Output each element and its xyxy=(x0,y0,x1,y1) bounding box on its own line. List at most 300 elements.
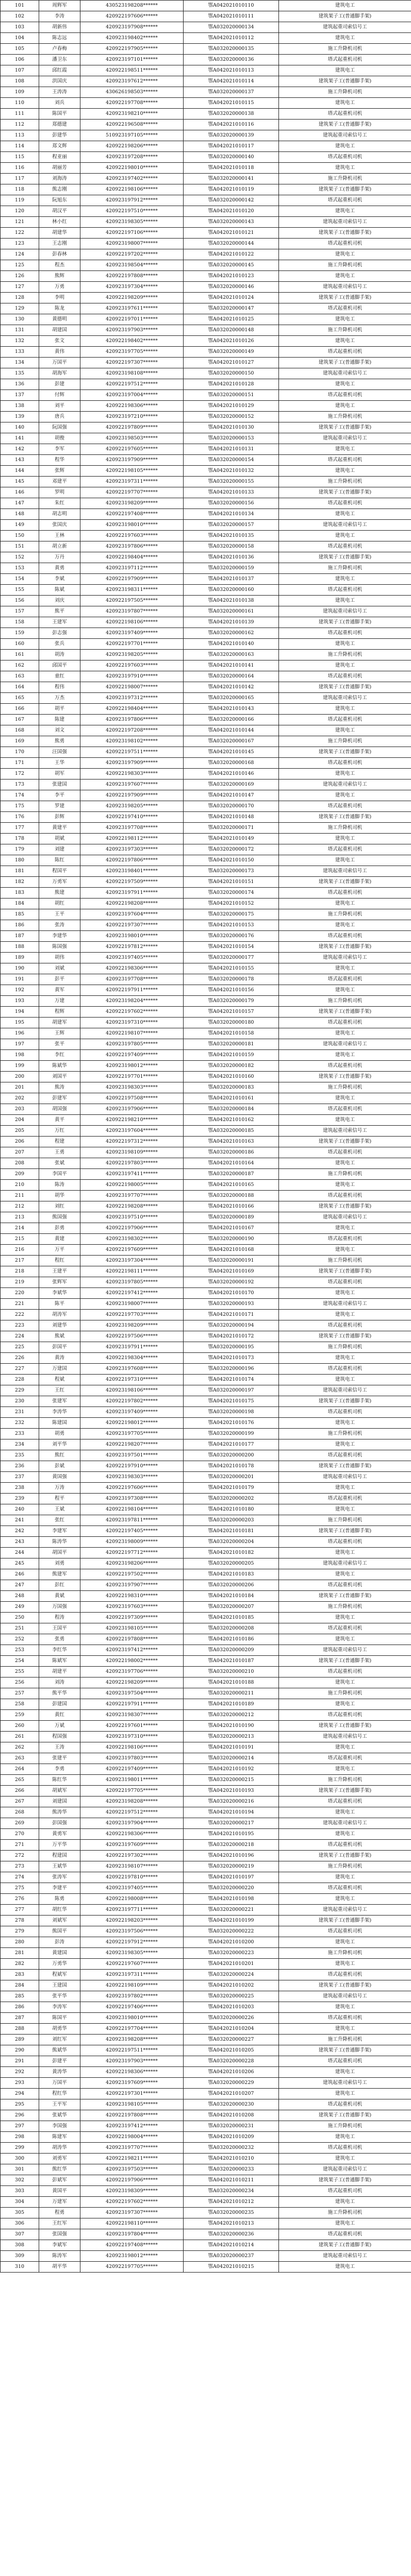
cell-index: 308 xyxy=(1,2240,39,2251)
cell-certificate-number: 鄂A042021010178 xyxy=(184,1461,279,1472)
cell-job-type: 建筑电工 xyxy=(279,2262,411,2273)
table-row xyxy=(1,1786,411,1797)
cell-index: 283 xyxy=(1,1970,39,1980)
cell-job-type: 建筑电工 xyxy=(279,1245,411,1256)
cell-id-number: 420922198104****** xyxy=(80,1504,184,1515)
cell-name: 胡斌 xyxy=(39,834,80,844)
cell-certificate-number: 鄂A032020000156 xyxy=(184,498,279,509)
cell-id-number: 420922198306****** xyxy=(80,963,184,974)
table-row xyxy=(1,206,411,217)
table-row xyxy=(1,704,411,715)
cell-job-type: 建筑起重司索信号工 xyxy=(279,1212,411,1223)
cell-certificate-number: 鄂A042021010138 xyxy=(184,596,279,606)
table-row xyxy=(1,1061,411,1072)
cell-index: 168 xyxy=(1,725,39,736)
cell-job-type: 建筑起重司索信号工 xyxy=(279,2164,411,2175)
cell-id-number: 420923197707****** xyxy=(80,1191,184,1201)
table-row xyxy=(1,65,411,76)
table-row xyxy=(1,1732,411,1742)
cell-certificate-number: 鄂A032020000146 xyxy=(184,282,279,293)
cell-name: 万斌 xyxy=(39,1721,80,1732)
cell-certificate-number: 鄂A032020000160 xyxy=(184,585,279,596)
cell-index: 155 xyxy=(1,585,39,596)
cell-name: 陈红华 xyxy=(39,1775,80,1786)
cell-name: 万国强 xyxy=(39,1602,80,1613)
cell-index: 231 xyxy=(1,1407,39,1418)
cell-certificate-number: 鄂A032020000216 xyxy=(184,1797,279,1807)
cell-name: 胡勇 xyxy=(39,1429,80,1439)
cell-id-number: 420922198005****** xyxy=(80,1180,184,1191)
cell-name: 陈国平 xyxy=(39,2013,80,2024)
cell-id-number: 420922198511****** xyxy=(80,65,184,76)
cell-certificate-number: 鄂A032020000236 xyxy=(184,2229,279,2240)
cell-certificate-number: 鄂A042021010198 xyxy=(184,1894,279,1905)
cell-job-type: 建筑电工 xyxy=(279,1959,411,1970)
table-row xyxy=(1,974,411,985)
cell-name: 胡海军 xyxy=(39,368,80,379)
cell-job-type: 建筑起重司索信号工 xyxy=(279,1991,411,2002)
cell-job-type: 施工升降机司机 xyxy=(279,2208,411,2218)
cell-id-number: 420923197506****** xyxy=(80,1926,184,1937)
cell-job-type: 建筑电工 xyxy=(279,1310,411,1320)
cell-job-type: 建筑电工 xyxy=(279,1548,411,1558)
cell-id-number: 420922197602****** xyxy=(80,2197,184,2208)
cell-index: 131 xyxy=(1,325,39,336)
cell-id-number: 420923197911****** xyxy=(80,1342,184,1353)
cell-index: 293 xyxy=(1,2078,39,2089)
cell-certificate-number: 鄂A042021010177 xyxy=(184,1439,279,1450)
cell-id-number: 420922198208****** xyxy=(80,899,184,909)
cell-job-type: 施工升降机司机 xyxy=(279,412,411,422)
cell-name: 程国平 xyxy=(39,866,80,877)
table-row xyxy=(1,617,411,628)
cell-index: 267 xyxy=(1,1797,39,1807)
table-row xyxy=(1,1656,411,1667)
cell-name: 彭国平 xyxy=(39,1342,80,1353)
cell-job-type: 建筑架子工(普通脚手架) xyxy=(279,184,411,195)
cell-certificate-number: 鄂A032020000191 xyxy=(184,1256,279,1266)
cell-index: 261 xyxy=(1,1732,39,1742)
cell-name: 刘斌军 xyxy=(39,1916,80,1926)
cell-id-number: 420923197603****** xyxy=(80,1602,184,1613)
cell-certificate-number: 鄂A032020000180 xyxy=(184,1018,279,1028)
cell-job-type: 塔式起重机司机 xyxy=(279,1883,411,1894)
cell-job-type: 建筑架子工(普通脚手架) xyxy=(279,2175,411,2186)
cell-certificate-number: 鄂A032020000199 xyxy=(184,1429,279,1439)
cell-name: 刘建华 xyxy=(39,1320,80,1331)
table-row xyxy=(1,1537,411,1548)
cell-name: 彭建军 xyxy=(39,1093,80,1104)
cell-certificate-number: 鄂A042021010172 xyxy=(184,1331,279,1342)
table-row xyxy=(1,747,411,758)
cell-name: 刘兵 xyxy=(39,98,80,109)
cell-certificate-number: 鄂A032020000220 xyxy=(184,1883,279,1894)
cell-id-number: 420922198404****** xyxy=(80,552,184,563)
cell-id-number: 420922198306****** xyxy=(80,1829,184,1840)
cell-certificate-number: 鄂A032020000154 xyxy=(184,455,279,466)
cell-id-number: 420922197705****** xyxy=(80,1786,184,1797)
cell-index: 130 xyxy=(1,314,39,325)
cell-job-type: 建筑起重司索信号工 xyxy=(279,779,411,790)
cell-job-type: 建筑架子工(普通脚手架) xyxy=(279,552,411,563)
cell-id-number: 420922197106****** xyxy=(80,228,184,239)
cell-id-number: 420922197202****** xyxy=(80,249,184,260)
cell-id-number: 420922197806****** xyxy=(80,855,184,866)
cell-name: 彭建平 xyxy=(39,2056,80,2067)
cell-certificate-number: 鄂A032020000143 xyxy=(184,217,279,228)
table-row xyxy=(1,888,411,899)
cell-index: 250 xyxy=(1,1613,39,1623)
cell-id-number: 420922197408****** xyxy=(80,509,184,520)
cell-name: 胡丽芳 xyxy=(39,163,80,174)
cell-name: 万建 xyxy=(39,996,80,1007)
cell-certificate-number: 鄂A042021010145 xyxy=(184,747,279,758)
cell-index: 197 xyxy=(1,1039,39,1050)
cell-name: 彭斌 xyxy=(39,1461,80,1472)
table-row xyxy=(1,120,411,130)
cell-certificate-number: 鄂A042021010140 xyxy=(184,639,279,650)
cell-certificate-number: 鄂A032020000234 xyxy=(184,2186,279,2197)
cell-index: 125 xyxy=(1,260,39,271)
table-row xyxy=(1,1948,411,1959)
cell-name: 胡立新 xyxy=(39,541,80,552)
cell-certificate-number: 鄂A042021010212 xyxy=(184,2197,279,2208)
cell-job-type: 建筑架子工(普通脚手架) xyxy=(279,942,411,953)
cell-id-number: 420922197302****** xyxy=(80,1851,184,1861)
cell-certificate-number: 鄂A032020000141 xyxy=(184,174,279,184)
cell-index: 116 xyxy=(1,163,39,174)
table-row xyxy=(1,163,411,174)
cell-index: 106 xyxy=(1,55,39,65)
cell-id-number: 420922197603****** xyxy=(80,531,184,541)
cell-index: 263 xyxy=(1,1753,39,1764)
cell-certificate-number: 鄂A042021010199 xyxy=(184,1916,279,1926)
cell-index: 209 xyxy=(1,1169,39,1180)
table-row xyxy=(1,1818,411,1829)
cell-certificate-number: 鄂A032020000208 xyxy=(184,1623,279,1634)
cell-index: 113 xyxy=(1,130,39,141)
table-row xyxy=(1,541,411,552)
cell-certificate-number: 鄂A032020000233 xyxy=(184,2164,279,2175)
cell-job-type: 建筑架子工(普通脚手架) xyxy=(279,2240,411,2251)
cell-index: 213 xyxy=(1,1212,39,1223)
table-row xyxy=(1,1050,411,1061)
cell-index: 187 xyxy=(1,931,39,942)
cell-id-number: 420923198307****** xyxy=(80,1710,184,1721)
cell-job-type: 塔式起重机司机 xyxy=(279,758,411,769)
cell-job-type: 建筑架子工(普通脚手架) xyxy=(279,877,411,888)
cell-certificate-number: 鄂A042021010121 xyxy=(184,228,279,239)
cell-name: 胡建军 xyxy=(39,1018,80,1028)
cell-id-number: 420922196508****** xyxy=(80,120,184,130)
cell-name: 胡国强 xyxy=(39,1104,80,1115)
cell-index: 162 xyxy=(1,660,39,671)
cell-job-type: 建筑电工 xyxy=(279,1223,411,1234)
cell-id-number: 420922197310****** xyxy=(80,1375,184,1385)
cell-job-type: 塔式起重机司机 xyxy=(279,347,411,358)
cell-id-number: 420922197606****** xyxy=(80,11,184,22)
cell-certificate-number: 鄂A032020000164 xyxy=(184,671,279,682)
cell-id-number: 420923198011****** xyxy=(80,1775,184,1786)
cell-certificate-number: 鄂A032020000196 xyxy=(184,1364,279,1375)
cell-certificate-number: 鄂A032020000158 xyxy=(184,541,279,552)
cell-name: 胡涛华 xyxy=(39,2143,80,2154)
cell-certificate-number: 鄂A032020000176 xyxy=(184,931,279,942)
table-row xyxy=(1,639,411,650)
cell-certificate-number: 鄂A032020000221 xyxy=(184,1905,279,1916)
cell-id-number: 420923197805****** xyxy=(80,1277,184,1288)
cell-certificate-number: 鄂A032020000205 xyxy=(184,1558,279,1569)
cell-certificate-number: 鄂A032020000229 xyxy=(184,2078,279,2089)
cell-id-number: 420922198402****** xyxy=(80,336,184,347)
cell-id-number: 420923197310****** xyxy=(80,1732,184,1742)
table-row xyxy=(1,271,411,282)
cell-name: 陈志远 xyxy=(39,33,80,44)
cell-name: 熊平 xyxy=(39,606,80,617)
cell-job-type: 建筑电工 xyxy=(279,790,411,801)
cell-id-number: 420923197405****** xyxy=(80,953,184,963)
cell-id-number: 420922198208****** xyxy=(80,1201,184,1212)
cell-index: 274 xyxy=(1,1872,39,1883)
cell-index: 211 xyxy=(1,1191,39,1201)
cell-index: 240 xyxy=(1,1504,39,1515)
cell-id-number: 420922197408****** xyxy=(80,2240,184,2251)
cell-index: 298 xyxy=(1,2132,39,2143)
cell-name: 付辉 xyxy=(39,390,80,401)
cell-index: 228 xyxy=(1,1375,39,1385)
cell-index: 204 xyxy=(1,1115,39,1126)
cell-job-type: 建筑电工 xyxy=(279,1764,411,1775)
cell-name: 胡建国 xyxy=(39,325,80,336)
cell-job-type: 建筑电工 xyxy=(279,1050,411,1061)
table-row xyxy=(1,1861,411,1872)
cell-certificate-number: 鄂A032020000193 xyxy=(184,1299,279,1310)
cell-job-type: 建筑起重司索信号工 xyxy=(279,693,411,704)
table-row xyxy=(1,1753,411,1764)
table-row xyxy=(1,336,411,347)
cell-id-number: 420922198310****** xyxy=(80,1591,184,1602)
cell-name: 张辉 xyxy=(39,466,80,477)
cell-id-number: 420923197303****** xyxy=(80,844,184,855)
cell-name: 万平 xyxy=(39,1245,80,1256)
cell-certificate-number: 鄂A032020000136 xyxy=(184,55,279,65)
table-row xyxy=(1,1364,411,1375)
cell-certificate-number: 鄂A032020000142 xyxy=(184,195,279,206)
table-row xyxy=(1,985,411,996)
cell-certificate-number: 鄂A042021010141 xyxy=(184,660,279,671)
cell-job-type: 建筑架子工(普通脚手架) xyxy=(279,358,411,368)
cell-id-number: 420923198402****** xyxy=(80,33,184,44)
cell-name: 黄军 xyxy=(39,985,80,996)
cell-job-type: 建筑电工 xyxy=(279,2154,411,2164)
cell-id-number: 420923197312****** xyxy=(80,693,184,704)
cell-job-type: 建筑电工 xyxy=(279,1093,411,1104)
cell-certificate-number: 鄂A032020000153 xyxy=(184,433,279,444)
cell-job-type: 建筑架子工(普通脚手架) xyxy=(279,1851,411,1861)
table-row xyxy=(1,1483,411,1494)
cell-job-type: 建筑架子工(普通脚手架) xyxy=(279,120,411,130)
cell-job-type: 塔式起重机司机 xyxy=(279,498,411,509)
cell-certificate-number: 鄂A032020000135 xyxy=(184,44,279,55)
cell-id-number: 420922197705****** xyxy=(80,2262,184,2273)
cell-certificate-number: 鄂A032020000189 xyxy=(184,1212,279,1223)
cell-id-number: 420923198107****** xyxy=(80,1861,184,1872)
cell-id-number: 420922198106****** xyxy=(80,184,184,195)
cell-certificate-number: 鄂A042021010116 xyxy=(184,120,279,130)
table-row xyxy=(1,368,411,379)
cell-id-number: 420922197808****** xyxy=(80,2110,184,2121)
cell-id-number: 420922197703****** xyxy=(80,1310,184,1320)
cell-certificate-number: 鄂A032020000202 xyxy=(184,1494,279,1504)
cell-name: 张涛 xyxy=(39,920,80,931)
cell-index: 224 xyxy=(1,1331,39,1342)
cell-id-number: 420922197505****** xyxy=(80,596,184,606)
cell-index: 220 xyxy=(1,1288,39,1299)
table-row xyxy=(1,455,411,466)
cell-id-number: 420922197506****** xyxy=(80,1331,184,1342)
cell-id-number: 420923198010****** xyxy=(80,931,184,942)
cell-certificate-number: 鄂A032020000224 xyxy=(184,1970,279,1980)
table-row xyxy=(1,1634,411,1645)
cell-certificate-number: 鄂A042021010191 xyxy=(184,1742,279,1753)
cell-certificate-number: 鄂A032020000134 xyxy=(184,22,279,33)
cell-certificate-number: 鄂A042021010174 xyxy=(184,1375,279,1385)
cell-index: 118 xyxy=(1,184,39,195)
table-row xyxy=(1,249,411,260)
table-row xyxy=(1,1223,411,1234)
cell-certificate-number: 鄂A032020000215 xyxy=(184,1775,279,1786)
cell-certificate-number: 鄂A032020000201 xyxy=(184,1472,279,1483)
table-row xyxy=(1,1169,411,1180)
cell-id-number: 420922197906****** xyxy=(80,2175,184,2186)
cell-id-number: 420922197707****** xyxy=(80,487,184,498)
cell-job-type: 塔式起重机司机 xyxy=(279,455,411,466)
cell-job-type: 建筑起重司索信号工 xyxy=(279,1385,411,1396)
cell-id-number: 420923198012****** xyxy=(80,2251,184,2262)
cell-name: 邱国平 xyxy=(39,660,80,671)
cell-id-number: 420922198303****** xyxy=(80,769,184,779)
cell-job-type: 施工升降机司机 xyxy=(279,1342,411,1353)
table-row xyxy=(1,1266,411,1277)
cell-name: 王建军 xyxy=(39,617,80,628)
cell-index: 271 xyxy=(1,1840,39,1851)
cell-job-type: 建筑电工 xyxy=(279,899,411,909)
cell-certificate-number: 鄂A042021010151 xyxy=(184,877,279,888)
cell-id-number: 420922198010****** xyxy=(80,163,184,174)
cell-job-type: 塔式起重机司机 xyxy=(279,1537,411,1548)
cell-job-type: 建筑电工 xyxy=(279,1180,411,1191)
cell-certificate-number: 鄂A042021010184 xyxy=(184,1591,279,1602)
cell-id-number: 420923197806****** xyxy=(80,541,184,552)
cell-name: 刘建 xyxy=(39,844,80,855)
cell-name: 李斌 xyxy=(39,574,80,585)
cell-index: 193 xyxy=(1,996,39,1007)
cell-id-number: 420923197811****** xyxy=(80,1515,184,1526)
cell-index: 218 xyxy=(1,1266,39,1277)
cell-index: 128 xyxy=(1,293,39,303)
cell-id-number: 430626198503****** xyxy=(80,87,184,98)
cell-name: 彭建国 xyxy=(39,1699,80,1710)
cell-job-type: 建筑架子工(普通脚手架) xyxy=(279,1721,411,1732)
cell-name: 程辉 xyxy=(39,1007,80,1018)
cell-id-number: 420922197802****** xyxy=(80,1396,184,1407)
cell-index: 184 xyxy=(1,899,39,909)
cell-name: 胡红 xyxy=(39,899,80,909)
cell-job-type: 建筑电工 xyxy=(279,2089,411,2099)
cell-name: 陈龙 xyxy=(39,303,80,314)
table-row xyxy=(1,812,411,823)
table-row xyxy=(1,1277,411,1288)
cell-job-type: 施工升降机司机 xyxy=(279,736,411,747)
cell-certificate-number: 鄂A032020000182 xyxy=(184,1061,279,1072)
cell-certificate-number: 鄂A032020000225 xyxy=(184,1991,279,2002)
table-row xyxy=(1,195,411,206)
table-row xyxy=(1,390,411,401)
cell-name: 阮国强 xyxy=(39,422,80,433)
table-row xyxy=(1,1613,411,1623)
cell-index: 144 xyxy=(1,466,39,477)
cell-certificate-number: 鄂A042021010155 xyxy=(184,963,279,974)
cell-certificate-number: 鄂A042021010115 xyxy=(184,98,279,109)
cell-id-number: 420923197912****** xyxy=(80,195,184,206)
cell-index: 145 xyxy=(1,477,39,487)
cell-id-number: 420923197909****** xyxy=(80,455,184,466)
cell-certificate-number: 鄂A032020000147 xyxy=(184,303,279,314)
cell-job-type: 建筑起重司索信号工 xyxy=(279,1818,411,1829)
cell-job-type: 施工升降机司机 xyxy=(279,563,411,574)
cell-name: 罗明 xyxy=(39,487,80,498)
cell-id-number: 420923197611****** xyxy=(80,303,184,314)
cell-job-type: 建筑架子工(普通脚手架) xyxy=(279,76,411,87)
cell-name: 张涛军 xyxy=(39,1872,80,1883)
cell-index: 139 xyxy=(1,412,39,422)
table-row xyxy=(1,152,411,163)
cell-id-number: 420922197511****** xyxy=(80,2045,184,2056)
cell-id-number: 420922197511****** xyxy=(80,747,184,758)
cell-job-type: 施工升降机司机 xyxy=(279,2035,411,2045)
table-row xyxy=(1,1970,411,1980)
cell-certificate-number: 鄂A042021010157 xyxy=(184,1007,279,1018)
cell-name: 张辉军 xyxy=(39,1277,80,1288)
cell-name: 彭斌军 xyxy=(39,2175,80,2186)
cell-id-number: 420923198106****** xyxy=(80,1385,184,1396)
cell-job-type: 施工升降机司机 xyxy=(279,2121,411,2132)
cell-job-type: 建筑电工 xyxy=(279,1677,411,1688)
cell-job-type: 建筑电工 xyxy=(279,2067,411,2078)
table-row xyxy=(1,228,411,239)
cell-certificate-number: 鄂A032020000145 xyxy=(184,260,279,271)
cell-job-type: 建筑架子工(普通脚手架) xyxy=(279,1331,411,1342)
cell-index: 287 xyxy=(1,2013,39,2024)
cell-index: 242 xyxy=(1,1526,39,1537)
cell-job-type: 建筑电工 xyxy=(279,1,411,11)
cell-job-type: 建筑起重司索信号工 xyxy=(279,1126,411,1137)
cell-job-type: 塔式起重机司机 xyxy=(279,1623,411,1634)
cell-index: 141 xyxy=(1,433,39,444)
table-row xyxy=(1,412,411,422)
cell-index: 126 xyxy=(1,271,39,282)
cell-job-type: 建筑电工 xyxy=(279,1634,411,1645)
table-row xyxy=(1,1028,411,1039)
cell-certificate-number: 鄂A032020000227 xyxy=(184,2035,279,2045)
cell-index: 241 xyxy=(1,1515,39,1526)
table-row xyxy=(1,1851,411,1861)
cell-name: 王志刚 xyxy=(39,239,80,249)
cell-id-number: 420922197803****** xyxy=(80,1158,184,1169)
cell-id-number: 420923197311****** xyxy=(80,477,184,487)
cell-job-type: 建筑架子工(普通脚手架) xyxy=(279,1007,411,1018)
cell-id-number: 420923197612****** xyxy=(80,76,184,87)
